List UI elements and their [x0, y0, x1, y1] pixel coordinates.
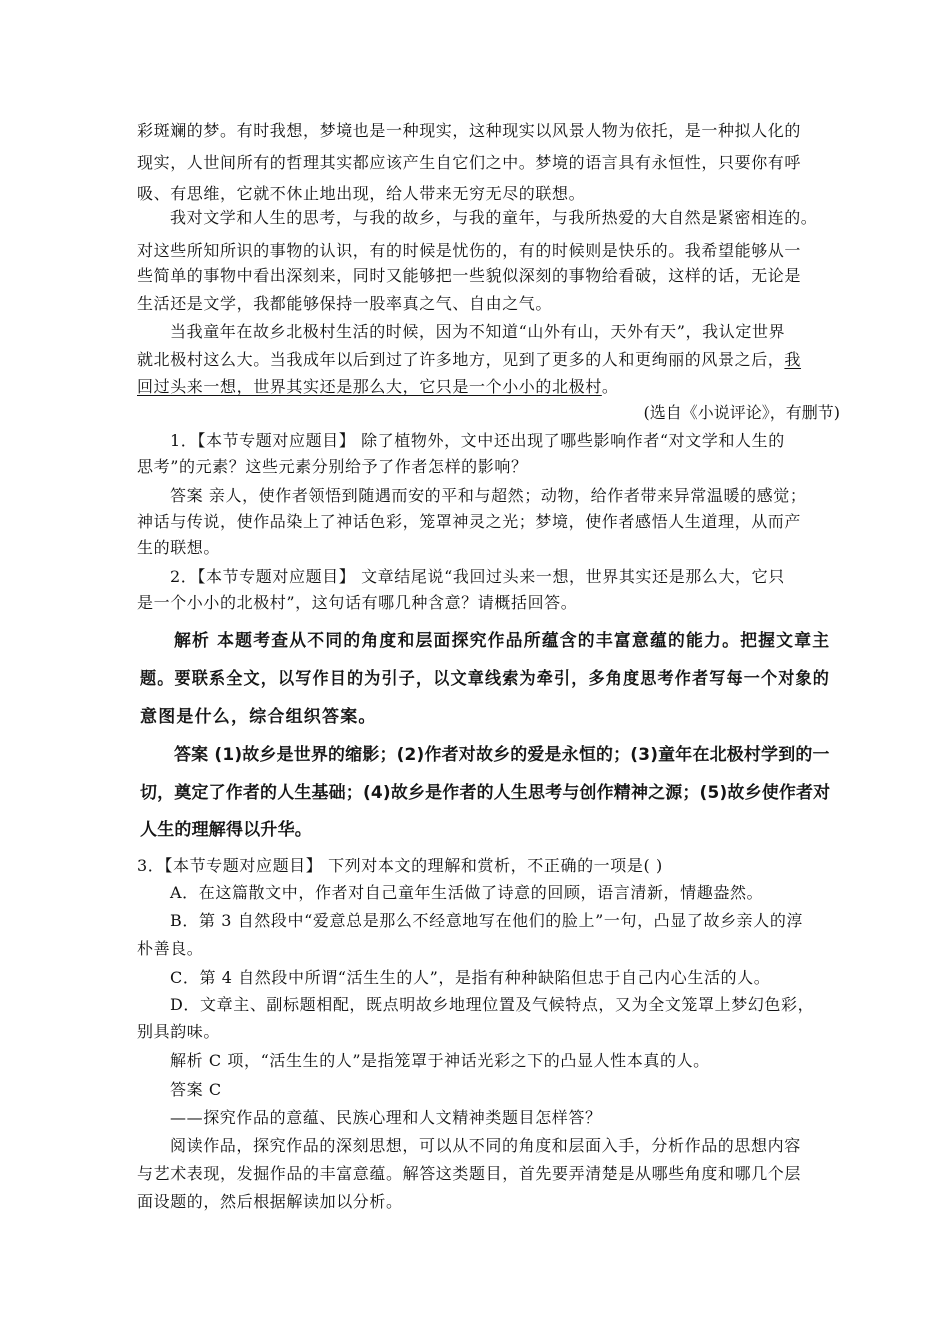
passage-line: [137, 350, 801, 370]
passage-line: 现实，人世间所有的哲理其实都应该产生自它们之中。梦境的语言具有永恒性，只要你有呼: [137, 153, 802, 172]
answer-1: 神话与传说，使作品染上了神话色彩，笼罩神灵之光；梦境，使作者感悟人生道理，从而产: [137, 512, 802, 531]
analysis-2: 解析 本题考查从不同的角度和层面探究作品所蕴含的丰富意蕴的能力。把握文章主: [174, 631, 831, 651]
passage-line: 当我童年在故乡北极村生活的时候，因为不知道“山外有山，天外有天”，我认定世界: [170, 322, 786, 341]
passage-line: 彩斑斓的梦。有时我想，梦境也是一种现实，这种现实以风景人物为依托，是一种拟人化的: [137, 121, 802, 140]
question-2: 是一个小小的北极村”，这句话有哪几种含意？请概括回答。: [137, 593, 578, 612]
passage-text: 就北极村这么大。当我成年以后到过了许多地方，见到了更多的人和更绚丽的风景之后，: [137, 350, 785, 369]
analysis-3: 解析 C 项，“活生生的人”是指笼罩于神话光彩之下的凸显人性本真的人。: [170, 1051, 710, 1070]
answer-2: 人生的理解得以升华。: [140, 820, 312, 840]
passage-line: 生活还是文学，我都能够保持一股率真之气、自由之气。: [137, 294, 553, 313]
question-1: 1．【本节专题对应题目】 除了植物外，文中还出现了哪些影响作者“对文学和人生的: [170, 431, 785, 450]
method-paragraph: 与艺术表现，发掘作品的丰富意蕴。解答这类题目，首先要弄清楚是从哪些角度和哪几个层: [137, 1164, 802, 1183]
method-title: ——探究作品的意蕴、民族心理和人文精神类题目怎样答？: [170, 1108, 602, 1127]
passage-line: [137, 377, 618, 397]
passage-line: 些简单的事物中看出深刻来，同时又能够把一些貌似深刻的事物给看破，这样的话，无论是: [137, 266, 802, 285]
passage-text: 。: [601, 377, 619, 396]
option-b: 朴善良。: [137, 939, 204, 958]
option-d: D．文章主、副标题相配，既点明故乡地理位置及气候特点，又为全文笼罩上梦幻色彩，: [170, 995, 815, 1014]
question-1: 思考”的元素？这些元素分别给予了作者怎样的影响？: [137, 457, 528, 476]
passage-line: 我对文学和人生的思考，与我的故乡，与我的童年，与我所热爱的大自然是紧密相连的。: [170, 208, 818, 227]
option-c: C．第 4 自然段中所谓“活生生的人”，是指有种种缺陷但忠于自己内心生活的人。: [170, 968, 771, 987]
method-paragraph: 阅读作品，探究作品的深刻思想，可以从不同的角度和层面入手，分析作品的思想内容: [170, 1136, 801, 1155]
question-3: 3．【本节专题对应题目】 下列对本文的理解和赏析，不正确的一项是( ): [137, 856, 663, 875]
answer-2: 切，奠定了作者的人生基础；(4)故乡是作者的人生思考与创作精神之源；(5)故乡使作者对: [140, 783, 831, 803]
answer-2: 答案 (1)故乡是世界的缩影；(2)作者对故乡的爱是永恒的；(3)童年在北极村学到的一: [174, 745, 830, 765]
analysis-2: 意图是什么，综合组织答案。: [140, 707, 377, 727]
underlined-quote: 我: [784, 350, 802, 369]
passage-line: 吸、有思维，它就不休止地出现，给人带来无穷无尽的联想。: [137, 184, 586, 203]
question-2: 2．【本节专题对应题目】 文章结尾说“我回过头来一想，世界其实还是那么大，它只: [170, 567, 785, 586]
answer-1: 答案 亲人，使作者领悟到随遇而安的平和与超然；动物，给作者带来异常温暖的感觉；: [170, 486, 807, 505]
underlined-quote: 回过头来一想，世界其实还是那么大，它只是一个小小的北极村: [137, 377, 602, 396]
source-citation: (选自《小说评论》，有删节): [643, 403, 840, 422]
answer-1: 生的联想。: [137, 538, 221, 557]
option-d: 别具韵味。: [137, 1022, 221, 1041]
answer-3: 答案 C: [170, 1080, 222, 1099]
analysis-2: 题。要联系全文，以写作目的为引子，以文章线索为牵引，多角度思考作者写每一个对象的: [140, 669, 830, 689]
method-paragraph: 面设题的，然后根据解读加以分析。: [137, 1192, 403, 1211]
option-b: B．第 3 自然段中“爱意总是那么不经意地写在他们的脸上”一句，凸显了故乡亲人的淳: [170, 911, 804, 930]
option-a: A．在这篇散文中，作者对自己童年生活做了诗意的回顾，语言清新，情趣盎然。: [170, 883, 764, 902]
passage-line: 对这些所知所识的事物的认识，有的时候是忧伤的，有的时候则是快乐的。我希望能够从一: [137, 241, 802, 260]
